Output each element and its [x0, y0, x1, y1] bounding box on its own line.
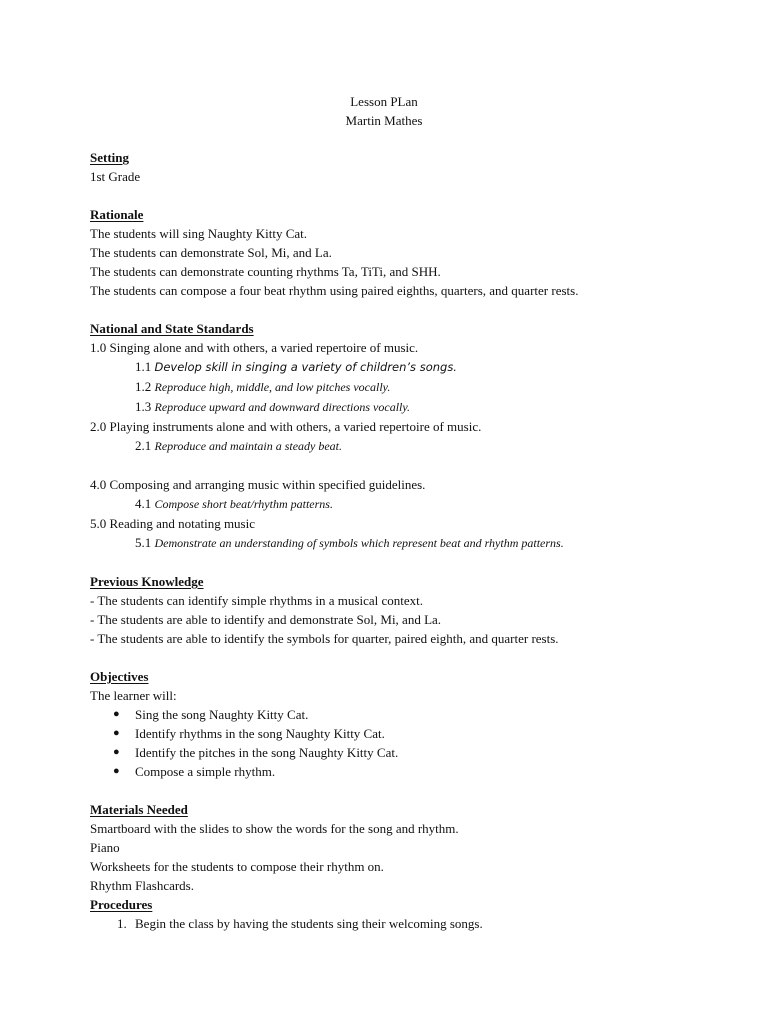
- bullet-icon: ●: [113, 727, 120, 739]
- standard-1: 1.0 Singing alone and with others, a varied repertoire of music.: [90, 340, 419, 355]
- step-number: 1.: [117, 916, 127, 931]
- materials-line: Piano: [90, 840, 120, 855]
- objective-text: Identify rhythms in the song Naughty Kitty Cat.: [135, 726, 385, 741]
- standard-number: 5.1: [135, 535, 152, 550]
- rationale-line: The students can demonstrate Sol, Mi, and La.: [90, 245, 332, 260]
- materials-line: Rhythm Flashcards.: [90, 878, 194, 893]
- standard-text: Reproduce and maintain a steady beat.: [154, 439, 343, 453]
- standard-text: Reproduce high, middle, and low pitches vocally.: [154, 380, 391, 394]
- standard-text: Demonstrate an understanding of symbols which represent beat and rhythm patterns.: [154, 536, 564, 550]
- standard-text: Develop skill in singing a variety of children’s songs.: [154, 360, 457, 374]
- standard-number: 1.2: [135, 379, 152, 394]
- standard-2-1: [90, 436, 730, 456]
- standards-heading: National and State Standards: [90, 321, 254, 336]
- step-text: Begin the class by having the students sing their welcoming songs.: [135, 916, 483, 931]
- standard-number: 4.1: [135, 496, 152, 511]
- standard-2: 2.0 Playing instruments alone and with others, a varied repertoire of music.: [90, 419, 482, 434]
- rationale-heading: Rationale: [90, 207, 144, 222]
- objective-text: Compose a simple rhythm.: [135, 764, 276, 779]
- materials-line: Worksheets for the students to compose their rhythm on.: [90, 859, 384, 874]
- standard-4-1: [90, 494, 730, 514]
- materials-line: Smartboard with the slides to show the words for the song and rhythm.: [90, 821, 459, 836]
- list-item: [90, 724, 730, 743]
- title-block: [0, 92, 768, 130]
- standard-1-1: [90, 357, 730, 377]
- procedures-heading: Procedures: [90, 897, 153, 912]
- list-item: [90, 762, 730, 781]
- materials-heading: Materials Needed: [90, 802, 188, 817]
- previous-knowledge-line: - The students are able to identify and demonstrate Sol, Mi, and La.: [90, 612, 442, 627]
- objectives-list: [90, 705, 730, 781]
- standard-5-1: [90, 533, 730, 553]
- objective-text: Identify the pitches in the song Naughty Kitty Cat.: [135, 745, 399, 760]
- list-item: [90, 743, 730, 762]
- standard-text: Compose short beat/rhythm patterns.: [154, 497, 333, 511]
- list-item: [90, 914, 730, 933]
- objective-text: Sing the song Naughty Kitty Cat.: [135, 707, 309, 722]
- list-item: [90, 705, 730, 724]
- standard-5: 5.0 Reading and notating music: [90, 516, 256, 531]
- document-body: [90, 148, 730, 933]
- previous-knowledge-line: - The students can identify simple rhythms in a musical context.: [90, 593, 423, 608]
- previous-knowledge-heading: Previous Knowledge: [90, 574, 204, 589]
- bullet-icon: ●: [113, 708, 120, 720]
- standard-1-3: [90, 397, 730, 417]
- document-title: Lesson PLan: [350, 94, 418, 109]
- standard-text: Reproduce upward and downward directions vocally.: [154, 400, 411, 414]
- standard-number: 1.1: [135, 359, 152, 374]
- author-name: Martin Mathes: [345, 113, 423, 128]
- procedures-list: [90, 914, 730, 933]
- setting-heading: Setting: [90, 150, 129, 165]
- rationale-line: The students will sing Naughty Kitty Cat.: [90, 226, 308, 241]
- rationale-line: The students can compose a four beat rhythm using paired eighths, quarters, and quarter rests.: [90, 283, 579, 298]
- standard-1-2: [90, 377, 730, 397]
- setting-text: 1st Grade: [90, 169, 141, 184]
- standard-4: 4.0 Composing and arranging music within specified guidelines.: [90, 477, 426, 492]
- standard-number: 2.1: [135, 438, 152, 453]
- previous-knowledge-line: - The students are able to identify the symbols for quarter, paired eighth, and quarter rests.: [90, 631, 559, 646]
- objectives-intro: The learner will:: [90, 688, 177, 703]
- rationale-line: The students can demonstrate counting rhythms Ta, TiTi, and SHH.: [90, 264, 441, 279]
- bullet-icon: ●: [113, 746, 120, 758]
- objectives-heading: Objectives: [90, 669, 149, 684]
- standard-number: 1.3: [135, 399, 152, 414]
- bullet-icon: ●: [113, 765, 120, 777]
